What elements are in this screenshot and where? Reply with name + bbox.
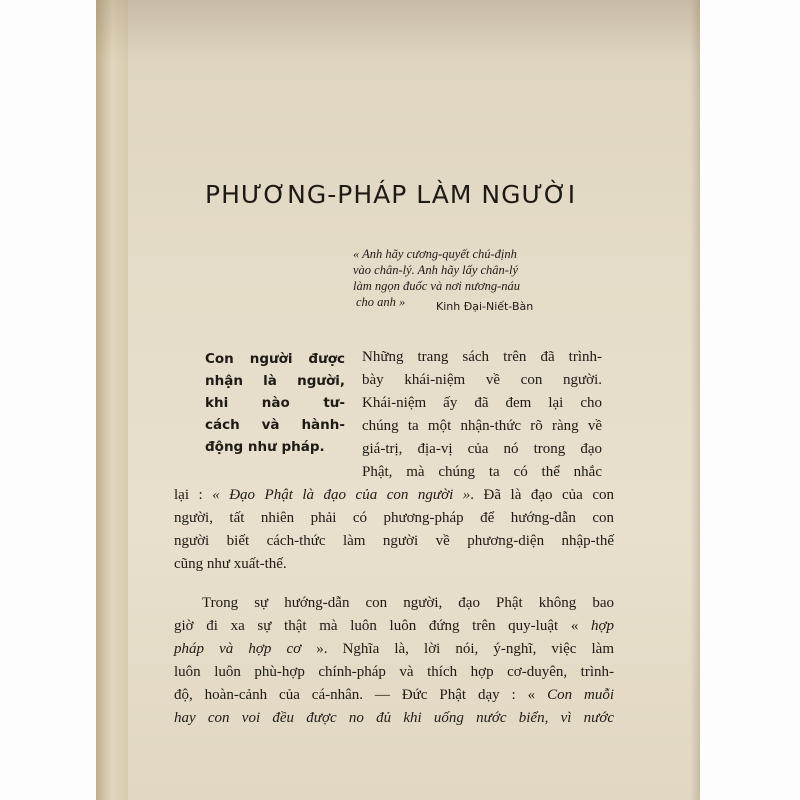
quote-fragment: hợp [590,618,614,634]
text-line: Trong sự hướng-dẫn con người, đạo Phật không bao [202,595,614,611]
text-line [174,684,614,707]
text-line: cũng như xuất-thế. [174,556,287,572]
text-fragment: . Đã là đạo của con [470,487,615,503]
text-line: Khái-niệm ấy đã đem lại cho [362,395,602,411]
epigraph-line: « Anh hãy cương-quyết chú-định [353,247,517,261]
paragraph-2 [174,484,614,576]
quote-fragment: pháp và hợp cơ [174,641,302,657]
book-gutter [96,0,132,800]
text-line: Phật, mà chúng ta có thể nhắc [362,464,602,480]
page-top-shadow [96,0,700,60]
text-line: Những trang sách trên đã trình- [362,349,602,365]
epigraph-line: làm ngọn đuốc và nơi nương-náu [353,279,521,293]
text-line: người biết cách-thức làm người về phương-diện nhập-thế [174,533,614,549]
text-fragment: ». Nghĩa là, lời nói, ý-nghĩ, việc làm [301,641,615,657]
paragraph-1 [362,346,602,484]
quote-fragment: Con muỗi [547,687,614,703]
side-heading-line: Con người được [205,351,345,367]
text-line: chúng ta một nhận-thức rõ ràng về [362,418,602,434]
text-fragment: độ, hoàn-cảnh của cá-nhân. — Đức Phật dạy : « [174,687,548,703]
text-line: luôn luôn phù-hợp chính-pháp và thích hợp cơ-duyên, trình- [174,664,614,680]
text-line [174,638,614,661]
text-line: bày khái-niệm về con người. [362,372,602,388]
paragraph-3 [174,592,614,730]
text-fragment: lại : [174,487,213,503]
text-fragment: giờ đi xa sự thật mà luôn luôn đứng trên quy-luật « [174,618,591,634]
epigraph-line: vào chân-lý. Anh hãy lấy chân-lý [353,263,518,277]
page-edge-shadow [690,0,700,800]
chapter-title: PHƯƠNG-PHÁP LÀM NGƯỜI [205,180,577,209]
side-heading-line: động như pháp. [205,439,325,455]
epigraph-source: Kinh Đại-Niết-Bàn [436,300,534,313]
text-line: hay con voi đều được no đủ khi uống nước biển, vì nước [174,710,614,726]
epigraph-line: cho anh » [356,295,406,309]
text-line [174,484,614,507]
side-heading-line: cách và hành- [205,417,345,433]
text-line [174,615,614,638]
side-heading-line: nhận là người, [205,373,345,389]
text-line: người, tất nhiên phải có phương-pháp để hướng-dẫn con [174,510,614,526]
quote-fragment: « Đạo Phật là đạo của con người » [212,487,471,503]
side-heading [205,348,345,458]
text-line: giá-trị, địa-vị của nó trong đạo [362,441,602,457]
side-heading-line: khi nào tư- [205,395,345,411]
